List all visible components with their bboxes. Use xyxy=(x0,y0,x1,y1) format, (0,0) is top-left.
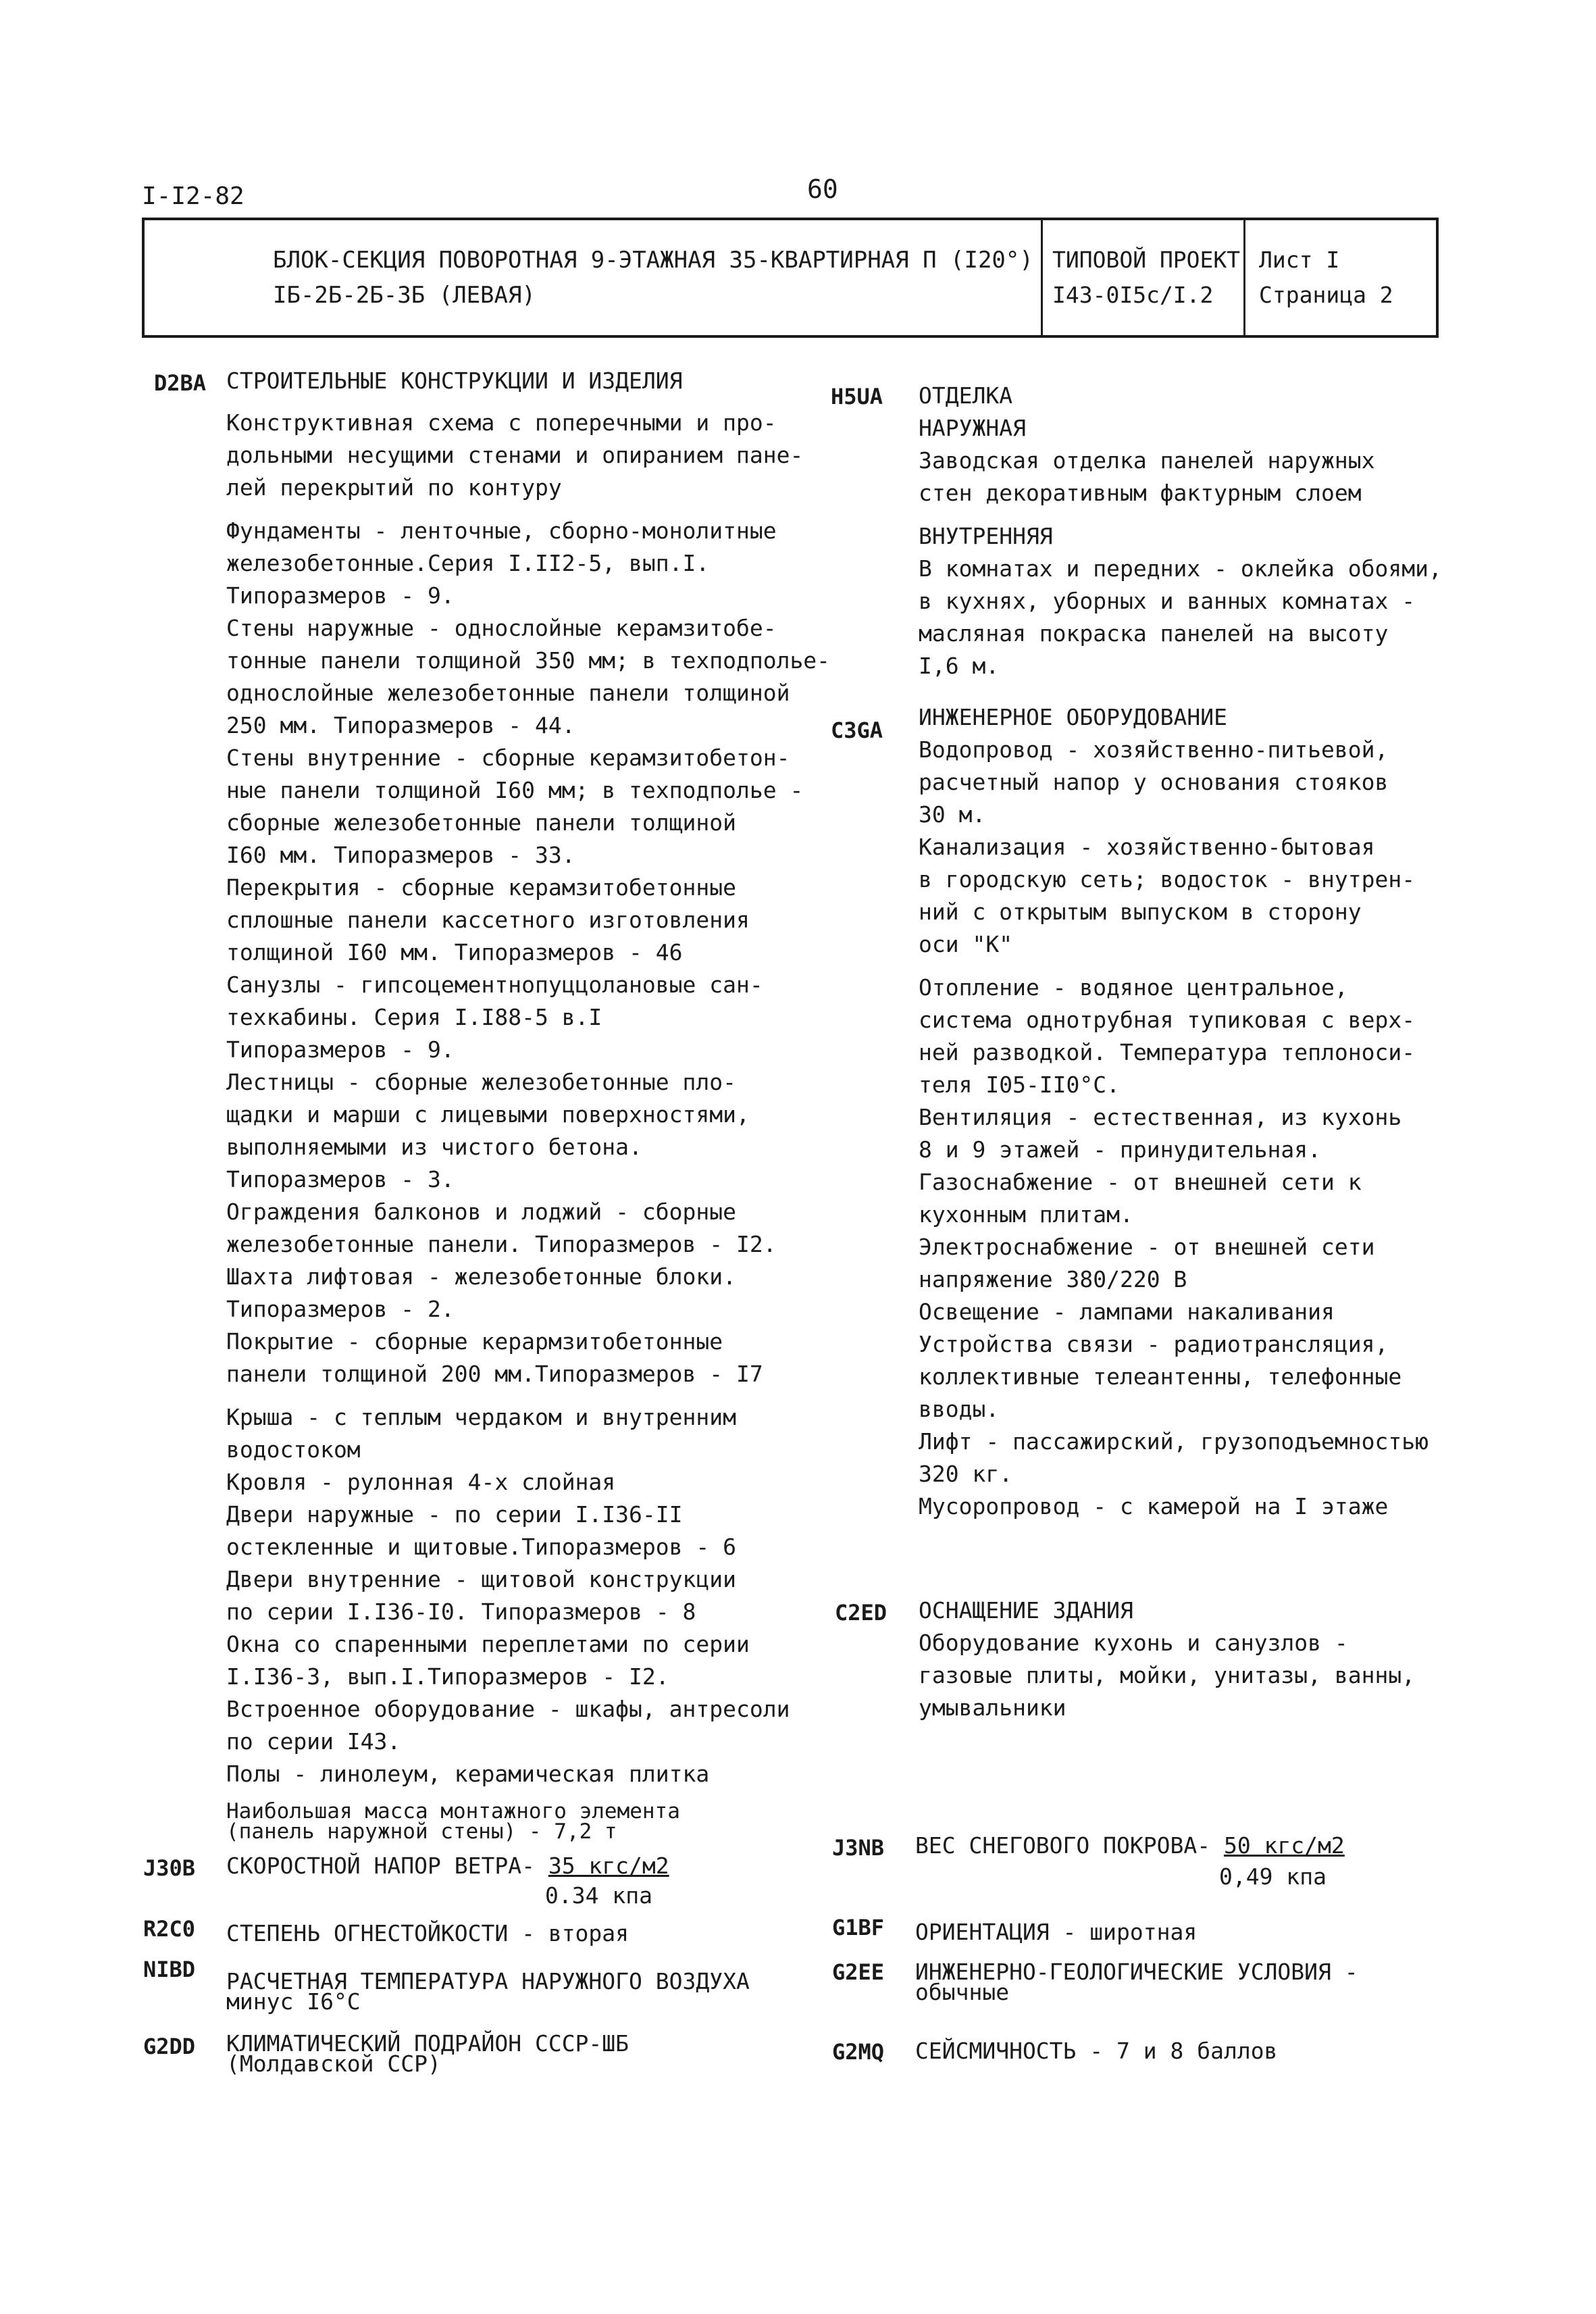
inner-finish-label: ВНУТРЕННЯЯ xyxy=(919,523,1053,549)
finish-section xyxy=(919,380,1526,682)
fire-code: R2C0 xyxy=(143,1916,196,1942)
seismicity: СЕЙСМИЧНОСТЬ - 7 и 8 баллов xyxy=(915,2038,1278,2064)
text-line: ные панели толщиной I60 мм; в техподполье - xyxy=(226,777,804,803)
text-line: Ограждения балконов и лоджий - сборные xyxy=(226,1199,736,1225)
climate-line-1: КЛИМАТИЧЕСКИЙ ПОДРАЙОН СССР-ШБ xyxy=(226,2030,629,2057)
text-line: Отопление - водяное центральное, xyxy=(919,974,1348,1001)
text-line: Встроенное оборудование - шкафы, антресоли xyxy=(226,1696,790,1722)
text-line: ний с открытым выпуском в сторону xyxy=(919,899,1362,925)
engineering-paragraph-1 xyxy=(919,734,1526,961)
text-line: 30 м. xyxy=(919,801,986,828)
equipment-heading: ОСНАЩЕНИЕ ЗДАНИЯ xyxy=(919,1597,1133,1624)
temperature-line-1: РАСЧЕТНАЯ ТЕМПЕРАТУРА НАРУЖНОГО ВОЗДУХА xyxy=(226,1968,750,1994)
text-line: Окна со спаренными переплетами по серии xyxy=(226,1631,750,1657)
orientation: ОРИЕНТАЦИЯ - широтная xyxy=(915,1919,1198,1945)
project-label: ТИПОВОЙ ПРОЕКТ xyxy=(1052,247,1241,273)
snow-value: 50 кгс/м2 xyxy=(1223,1832,1345,1859)
text-line: Двери наружные - по серии I.I36-II xyxy=(226,1501,683,1528)
text-line: вводы. xyxy=(919,1396,1000,1422)
text-line: 320 кг. xyxy=(919,1461,1013,1487)
wind-kpa: 0.34 кпа xyxy=(545,1882,652,1909)
geology-code: G2EE xyxy=(832,1959,885,1985)
title-block xyxy=(142,218,1439,338)
text-line: сплошные панели кассетного изготовления xyxy=(226,907,750,933)
equipment-text xyxy=(919,1627,1526,1724)
text-line: Полы - линолеум, керамическая плитка xyxy=(226,1761,710,1787)
text-line: остекленные и щитовые.Типоразмеров - 6 xyxy=(226,1534,736,1560)
text-line: умывальники xyxy=(919,1694,1066,1721)
construction-paragraph-1 xyxy=(226,407,861,504)
text-line: система однотрубная тупиковая с верх- xyxy=(919,1007,1416,1033)
section-code: D2BA xyxy=(154,370,207,396)
mass-line-2: (панель наружной стены) - 7,2 т xyxy=(226,1819,617,1844)
equipment-section xyxy=(919,1594,1526,1724)
text-line: железобетонные.Серия I.II2-5, вып.I. xyxy=(226,550,710,576)
text-line: железобетонные панели. Типоразмеров - I2. xyxy=(226,1231,777,1257)
text-line: Кровля - рулонная 4-х слойная xyxy=(226,1469,616,1495)
wind-load xyxy=(226,1850,669,1882)
text-line: Типоразмеров - 9. xyxy=(226,582,455,609)
text-line: Устройства связи - радиотрансляция, xyxy=(919,1331,1389,1357)
snow-load xyxy=(915,1830,1345,1862)
text-line: Конструктивная схема с поперечными и про- xyxy=(226,409,777,436)
text-line: Покрытие - сборные керармзитобетонные xyxy=(226,1328,723,1355)
text-line: Мусоропровод - с камерой на I этаже xyxy=(919,1493,1389,1519)
text-line: однослойные железобетонные панели толщиной xyxy=(226,680,790,706)
text-line: Стены наружные - однослойные керамзитобе- xyxy=(226,615,777,641)
text-line: Заводская отделка панелей наружных xyxy=(919,447,1375,474)
equipment-code: C2ED xyxy=(835,1600,887,1626)
text-line: Санузлы - гипсоцементнопуццолановые сан- xyxy=(226,972,763,998)
snow-label: ВЕС СНЕГОВОГО ПОКРОВА- xyxy=(915,1832,1211,1859)
engineering-heading: ИНЖЕНЕРНОЕ ОБОРУДОВАНИЕ xyxy=(919,704,1227,730)
climate-line-2: (Молдавской ССР) xyxy=(226,2051,441,2077)
text-line: масляная покраска панелей на высоту xyxy=(919,620,1389,647)
engineering-section xyxy=(919,701,1526,1523)
project-cell xyxy=(1043,220,1245,335)
text-line: Типоразмеров - 3. xyxy=(226,1166,455,1192)
text-line: кухонным плитам. xyxy=(919,1201,1133,1228)
mass-line-1: Наибольшая масса монтажного элемента xyxy=(226,1799,680,1823)
text-line: ней разводкой. Температура теплоноси- xyxy=(919,1039,1416,1065)
page-number: 60 xyxy=(807,174,838,204)
text-line: Стены внутренние - сборные керамзитобетон- xyxy=(226,745,790,771)
page-label: Страница 2 xyxy=(1259,282,1393,308)
climate-code: G2DD xyxy=(143,2034,196,2059)
text-line: Лестницы - сборные железобетонные пло- xyxy=(226,1069,736,1095)
temperature-code: NIBD xyxy=(143,1957,196,1982)
text-line: Лифт - пассажирский, грузоподъемностью xyxy=(919,1428,1428,1455)
text-line: панели толщиной 200 мм.Типоразмеров - I7 xyxy=(226,1361,763,1387)
text-line: 8 и 9 этажей - принудительная. xyxy=(919,1136,1322,1163)
text-line: 250 мм. Типоразмеров - 44. xyxy=(226,712,575,738)
geology-line-2: обычные xyxy=(915,1979,1010,2005)
outer-finish-label: НАРУЖНАЯ xyxy=(919,415,1026,441)
wind-value: 35 кгс/м2 xyxy=(548,1853,669,1879)
snow-kpa: 0,49 кпа xyxy=(1219,1863,1327,1890)
text-line: I.I36-3, вып.I.Типоразмеров - I2. xyxy=(226,1663,669,1690)
title-line-2: IБ-2Б-2Б-3Б (ЛЕВАЯ) xyxy=(273,282,536,309)
engineering-paragraph-2 xyxy=(919,972,1526,1523)
text-line: по серии I43. xyxy=(226,1728,401,1755)
wind-code: J30B xyxy=(143,1855,196,1881)
text-line: в городскую сеть; водосток - внутрен- xyxy=(919,866,1416,892)
outer-finish-text xyxy=(919,445,1526,509)
text-line: I60 мм. Типоразмеров - 33. xyxy=(226,842,575,868)
text-line: водостоком xyxy=(226,1436,361,1463)
text-line: Двери внутренние - щитовой конструкции xyxy=(226,1566,736,1592)
temperature-line-2: минус I6°С xyxy=(226,1988,361,2015)
text-line: щадки и марши с лицевыми поверхностями, xyxy=(226,1101,750,1128)
title-line-1: БЛОК-СЕКЦИЯ ПОВОРОТНАЯ 9-ЭТАЖНАЯ 35-КВАРТИРНАЯ П (I20°) xyxy=(273,247,1033,274)
snow-code: J3NB xyxy=(832,1835,885,1861)
text-line: Типоразмеров - 2. xyxy=(226,1296,455,1322)
text-line: коллективные телеантенны, телефонные xyxy=(919,1363,1402,1390)
section-heading: СТРОИТЕЛЬНЫЕ КОНСТРУКЦИИ И ИЗДЕЛИЯ xyxy=(226,368,683,394)
text-line: Газоснабжение - от внешней сети к xyxy=(919,1169,1362,1195)
text-line: Типоразмеров - 9. xyxy=(226,1036,455,1063)
construction-paragraph-2 xyxy=(226,515,861,1390)
sheet-cell xyxy=(1245,220,1449,335)
text-line: стен декоративным фактурным слоем xyxy=(919,480,1362,506)
text-line: Канализация - хозяйственно-бытовая xyxy=(919,834,1375,860)
orientation-code: G1BF xyxy=(832,1915,885,1940)
text-line: Водопровод - хозяйственно-питьевой, xyxy=(919,736,1389,763)
text-line: Шахта лифтовая - железобетонные блоки. xyxy=(226,1263,736,1290)
text-line: выполняемыми из чистого бетона. xyxy=(226,1134,642,1160)
finish-heading: ОТДЕЛКА xyxy=(919,382,1013,409)
text-line: В комнатах и передних - оклейка обоями, xyxy=(919,555,1442,582)
text-line: в кухнях, уборных и ванных комнатах - xyxy=(919,588,1416,614)
engineering-code: C3GA xyxy=(831,718,883,743)
text-line: расчетный напор у основания стояков xyxy=(919,769,1389,795)
text-line: Перекрытия - сборные керамзитобетонные xyxy=(226,874,736,901)
seismic-code: G2MQ xyxy=(832,2039,885,2065)
construction-section xyxy=(226,365,861,1842)
text-line: газовые плиты, мойки, унитазы, ванны, xyxy=(919,1662,1416,1688)
document-code: I-I2-82 xyxy=(142,182,244,210)
finish-code: H5UA xyxy=(831,384,883,409)
text-line: оси "К" xyxy=(919,931,1013,957)
construction-paragraph-3 xyxy=(226,1401,861,1790)
text-line: напряжение 380/220 В xyxy=(919,1266,1187,1292)
text-line: Крыша - с теплым чердаком и внутренним xyxy=(226,1404,736,1430)
text-line: теля I05-II0°С. xyxy=(919,1072,1121,1098)
text-line: по серии I.I36-I0. Типоразмеров - 8 xyxy=(226,1599,696,1625)
text-line: Вентиляция - естественная, из кухонь xyxy=(919,1104,1402,1130)
text-line: тонные панели толщиной 350 мм; в техподполье- xyxy=(226,647,831,674)
inner-finish-text xyxy=(919,553,1526,682)
text-line: Фундаменты - ленточные, сборно-монолитные xyxy=(226,518,777,544)
text-line: Электроснабжение - от внешней сети xyxy=(919,1234,1375,1260)
design-temperature xyxy=(226,1968,750,2015)
text-line: дольными несущими стенами и опиранием пане- xyxy=(226,442,804,468)
geology-conditions xyxy=(915,1959,1358,2005)
wind-label: СКОРОСТНОЙ НАПОР ВЕТРА- xyxy=(226,1853,535,1879)
climate-subregion xyxy=(226,2030,629,2077)
text-line: толщиной I60 мм. Типоразмеров - 46 xyxy=(226,939,683,965)
text-line: Оборудование кухонь и санузлов - xyxy=(919,1630,1348,1656)
project-code: I43-0I5с/I.2 xyxy=(1052,282,1214,308)
text-line: I,6 м. xyxy=(919,653,1000,679)
text-line: сборные железобетонные панели толщиной xyxy=(226,809,736,836)
text-line: техкабины. Серия I.I88-5 в.I xyxy=(226,1004,602,1030)
text-line: Освещение - лампами накаливания xyxy=(919,1299,1335,1325)
geology-line-1: ИНЖЕНЕРНО-ГЕОЛОГИЧЕСКИЕ УСЛОВИЯ - xyxy=(915,1959,1358,1985)
sheet-label: Лист I xyxy=(1259,247,1340,273)
text-line: лей перекрытий по контуру xyxy=(226,474,562,501)
title-main-cell xyxy=(145,220,1043,335)
fire-resistance: СТЕПЕНЬ ОГНЕСТОЙКОСТИ - вторая xyxy=(226,1920,629,1946)
